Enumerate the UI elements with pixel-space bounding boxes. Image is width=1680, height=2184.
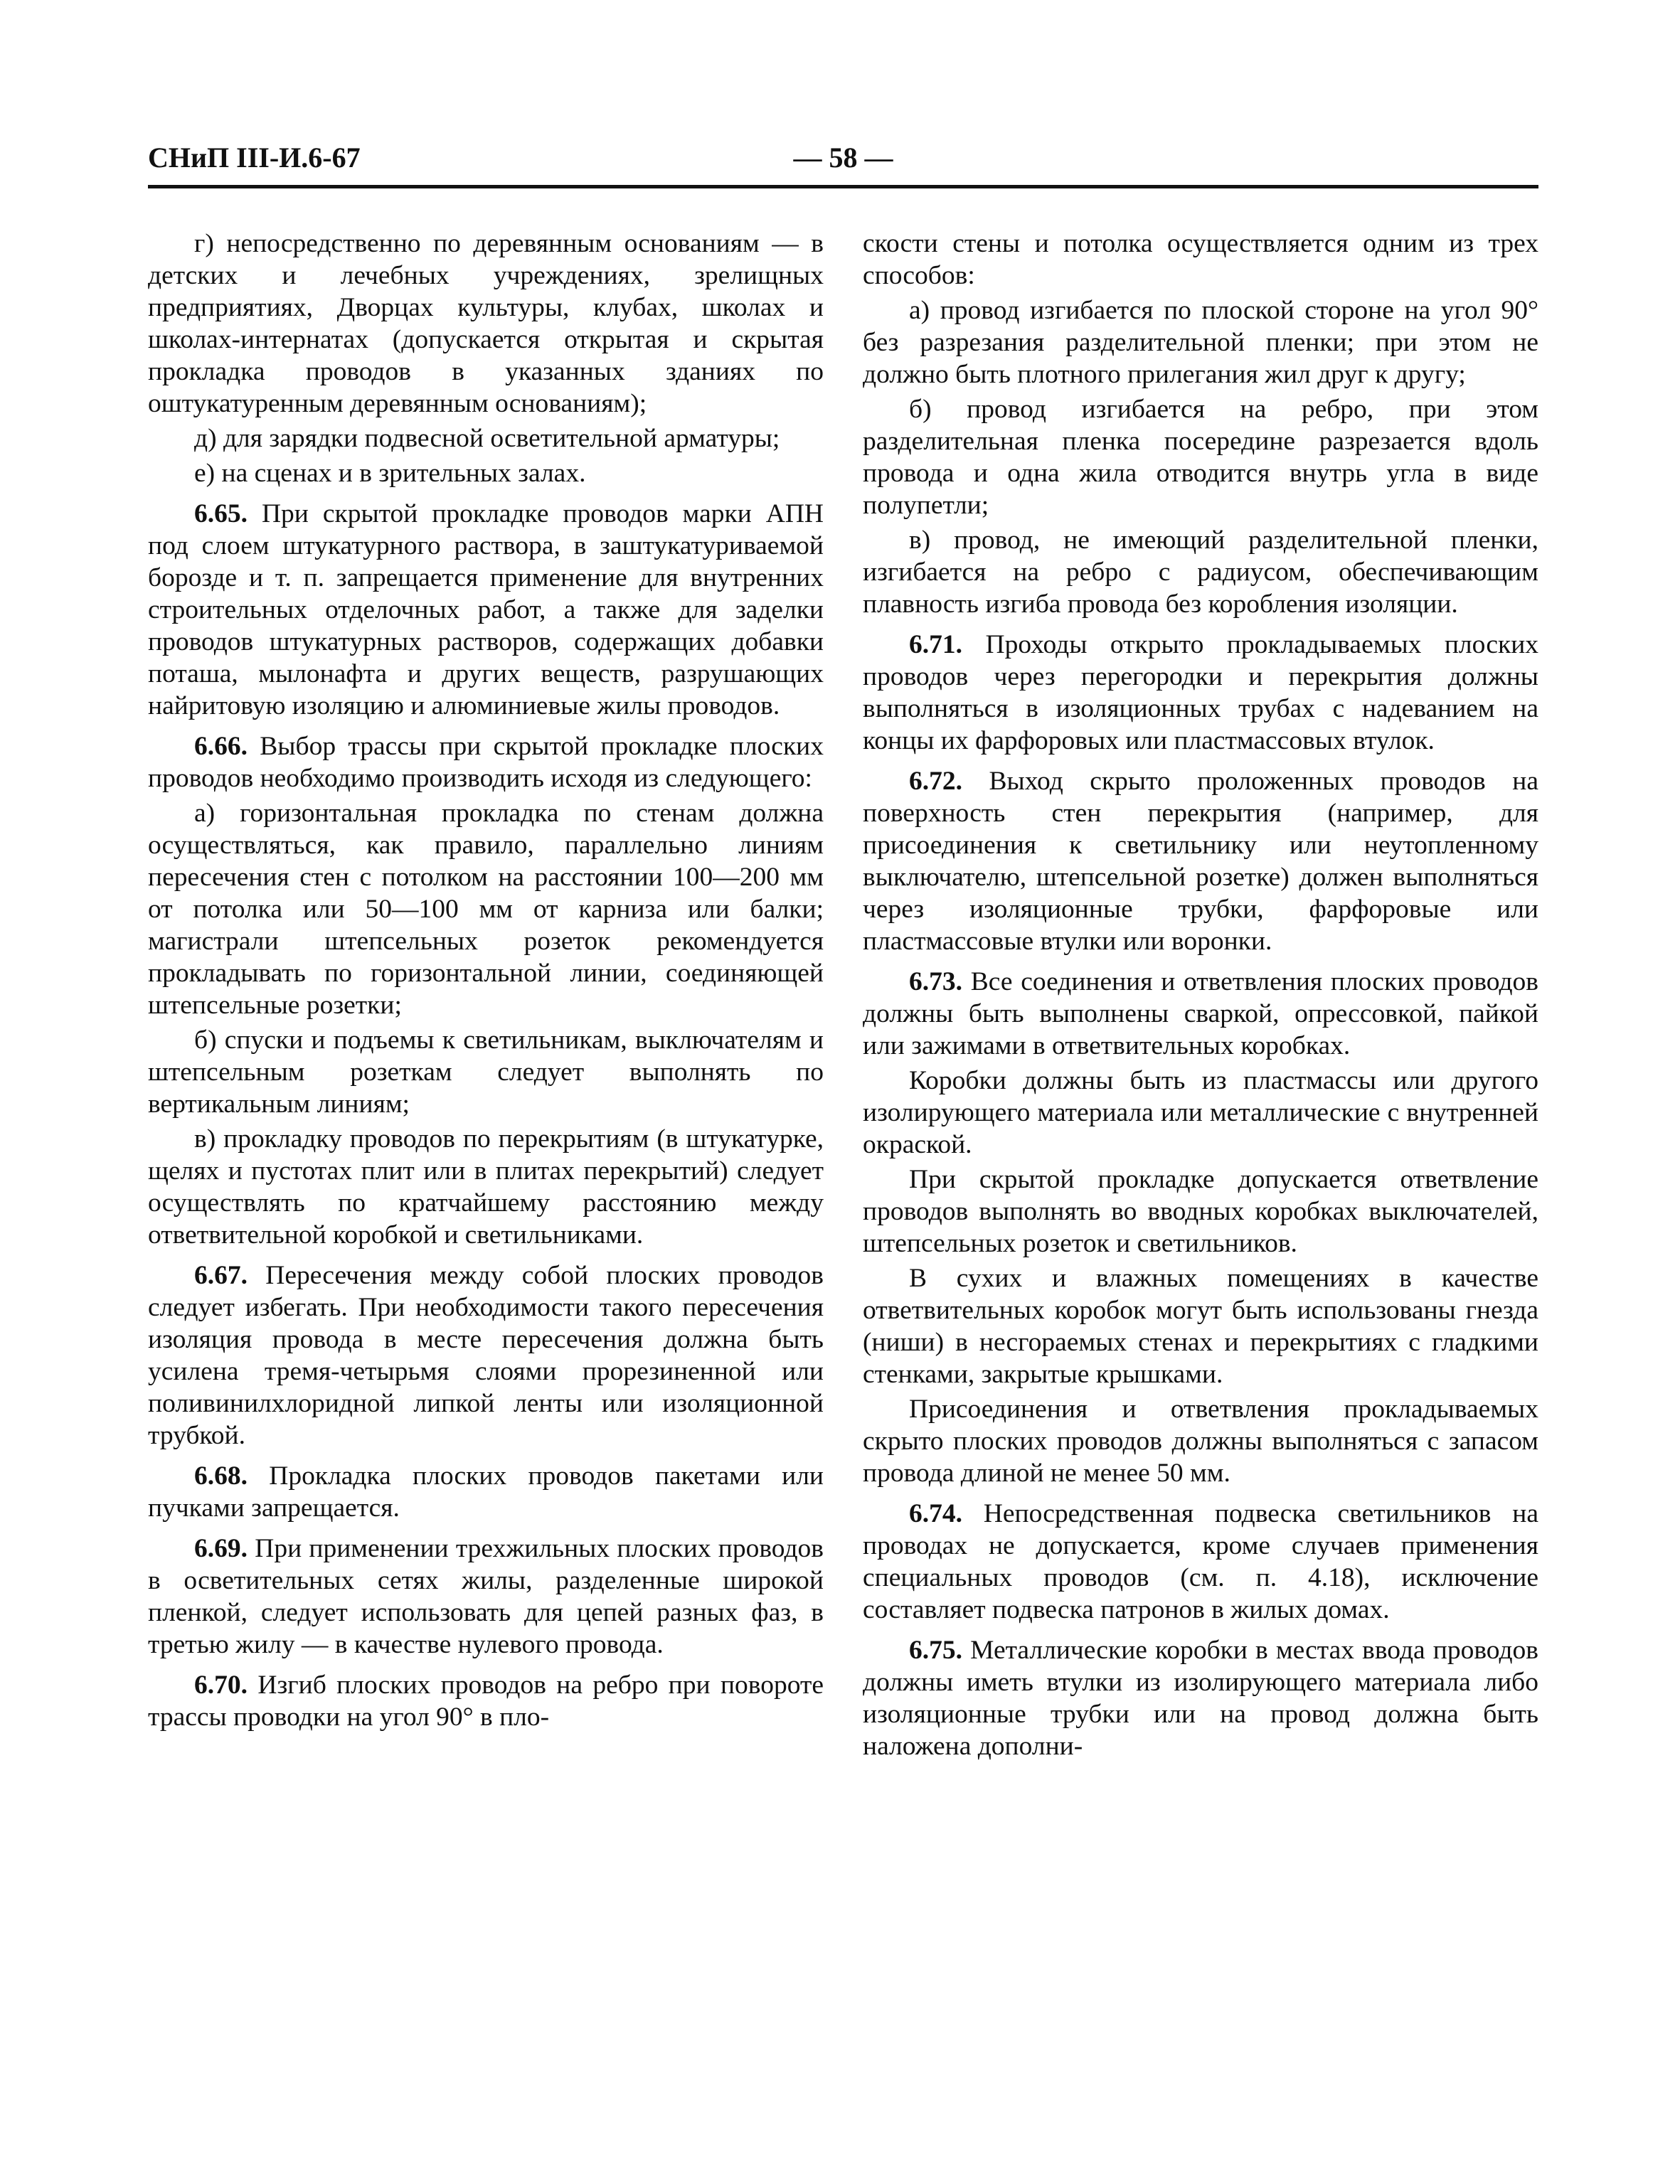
paragraph-text: Изгиб плоских проводов на ребро при повороте трассы проводки на угол 90° в пло- xyxy=(148,1671,824,1732)
paragraph-text: При скрытой прокладке проводов марки АПН под слоем штукатурного раствора, в заштукатуриваемой борозде и т. п. запрещается применение для внутренних строительных отделочных работ, а также для заделки проводов штукатурных растворов, содержащих добавки поташа, мылонафта и других веществ, разрушающих найритовую изоляцию и алюминиевые жилы проводов. xyxy=(148,499,824,720)
paragraph-text: В сухих и влажных помещениях в качестве ответвительных коробок могут быть использованы гнезда (ниши) в несгораемых стенах и перекрытиях с гладкими стенками, закрытые крышками. xyxy=(863,1264,1538,1389)
clause-number: 6.65. xyxy=(194,499,248,528)
paragraph xyxy=(148,730,824,794)
paragraph xyxy=(148,457,824,489)
paragraph-text: д) для зарядки подвесной осветительной арматуры; xyxy=(194,424,780,453)
clause-number: 6.74. xyxy=(909,1499,962,1528)
paragraph-text: б) спуски и подъемы к светильникам, выключателям и штепсельным розеткам следует выполнять по вертикальным линиям; xyxy=(148,1026,824,1119)
left-column xyxy=(148,228,824,2134)
clause-number: 6.68. xyxy=(194,1461,248,1491)
paragraph-text: в) прокладку проводов по перекрытиям (в штукатурке, щелях и пустотах плит или в плитах перекрытий) следует осуществлять по кратчайшему расстоянию между ответвительной коробкой и светильниками. xyxy=(148,1124,824,1250)
paragraph xyxy=(863,1065,1538,1161)
paragraph xyxy=(863,1393,1538,1489)
paragraph xyxy=(863,228,1538,292)
header-rule xyxy=(148,185,1538,188)
clause-number: 6.69. xyxy=(194,1534,248,1563)
paragraph xyxy=(863,629,1538,757)
paragraph-text: Все соединения и ответвления плоских проводов должны быть выполнены сваркой, опрессовкой, пайкой или зажимами в ответвительных коробках. xyxy=(863,967,1538,1060)
paragraph-text: Металлические коробки в местах ввода проводов должны иметь втулки из изолирующего материала либо изоляционные трубки или на провод должна быть наложена дополни- xyxy=(863,1636,1538,1761)
paragraph xyxy=(863,524,1538,620)
paragraph xyxy=(863,1163,1538,1259)
paragraph-text: б) провод изгибается на ребро, при этом разделительная пленка посередине разрезается вдоль провода и одна жила отводится внутрь угла в виде полупетли; xyxy=(863,395,1538,520)
paragraph xyxy=(148,498,824,722)
clause-number: 6.73. xyxy=(909,967,962,996)
clause-number: 6.75. xyxy=(909,1636,962,1665)
paragraph-text: Пересечения между собой плоских проводов следует избегать. При необходимости такого пересечения изоляция провода в месте пересечения должна быть усилена тремя-четырьмя слоями прорезиненной или поливинилхлоридной липкой ленты или изоляционной трубкой. xyxy=(148,1261,824,1450)
paragraph xyxy=(863,294,1538,390)
paragraph-text: Выход скрыто проложенных проводов на поверхность стен перекрытия (например, для присоединения к светильнику или неутопленному выключателю, штепсельной розетке) должен выполняться через изоляционные трубки, фарфоровые или пластмассовые втулки или воронки. xyxy=(863,767,1538,956)
paragraph-text: скости стены и потолка осуществляется одним из трех способов: xyxy=(863,229,1538,290)
paragraph xyxy=(148,1259,824,1451)
paragraph xyxy=(148,1669,824,1733)
paragraph-text: Непосредственная подвеска светильников на проводах не допускается, кроме случаев применения специальных проводов (см. п. 4.18), исключение составляет подвеска патронов в жилых домах. xyxy=(863,1499,1538,1624)
right-column xyxy=(863,228,1538,2134)
paragraph xyxy=(863,1634,1538,1762)
paragraph xyxy=(148,422,824,454)
document-code: СНиП III-И.6-67 xyxy=(148,142,361,174)
paragraph-text: а) горизонтальная прокладка по стенам должна осуществляться, как правило, параллельно линиям пересечения стен с потолком на расстоянии 100—200 мм от потолка или 50—100 мм от карниза или балки; магистрали штепсельных розеток рекомендуется прокладывать по горизонтальной линии, соединяющей штепсельные розетки; xyxy=(148,799,824,1020)
page-header xyxy=(148,141,1538,183)
paragraph-text: Прокладка плоских проводов пакетами или пучками запрещается. xyxy=(148,1461,824,1523)
paragraph-text: Проходы открыто прокладываемых плоских проводов через перегородки и перекрытия должны выполняться в изоляционных трубах с надеванием на концы их фарфоровых или пластмассовых втулок. xyxy=(863,630,1538,755)
paragraph xyxy=(148,1533,824,1661)
paragraph xyxy=(148,1024,824,1120)
paragraph-text: в) провод, не имеющий разделительной пленки, изгибается на ребро с радиусом, обеспечивающим плавность изгиба провода без коробления изоляции. xyxy=(863,526,1538,619)
paragraph xyxy=(863,966,1538,1062)
paragraph xyxy=(148,1460,824,1524)
clause-number: 6.67. xyxy=(194,1261,248,1290)
clause-number: 6.66. xyxy=(194,732,248,761)
paragraph xyxy=(863,765,1538,957)
paragraph xyxy=(148,797,824,1021)
paragraph-text: а) провод изгибается по плоской стороне на угол 90° без разрезания разделительной пленки; при этом не должно быть плотного прилегания жил друг к другу; xyxy=(863,296,1538,389)
paragraph-text: Присоединения и ответвления прокладываемых скрыто плоских проводов должны выполняться с запасом провода длиной не менее 50 мм. xyxy=(863,1395,1538,1488)
paragraph-text: Коробки должны быть из пластмассы или другого изолирующего материала или металлические с внутренней окраской. xyxy=(863,1066,1538,1159)
paragraph xyxy=(863,393,1538,521)
clause-number: 6.71. xyxy=(909,630,962,659)
paragraph xyxy=(148,1123,824,1251)
page-number: — 58 — xyxy=(793,142,893,174)
clause-number: 6.72. xyxy=(909,767,962,796)
paragraph-text: е) на сценах и в зрительных залах. xyxy=(194,459,586,488)
paragraph xyxy=(863,1498,1538,1626)
paragraph xyxy=(863,1262,1538,1390)
paragraph-text: При применении трехжильных плоских проводов в осветительных сетях жилы, разделенные широкой пленкой, следует использовать для цепей разных фаз, в третью жилу — в качестве нулевого провода. xyxy=(148,1534,824,1659)
paragraph xyxy=(148,228,824,420)
paragraph-text: г) непосредственно по деревянным основаниям — в детских и лечебных учреждениях, зрелищных предприятиях, Дворцах культуры, клубах, школах и школах-интернатах (допускается открытая и скрытая прокладка проводов в указанных зданиях по оштукатуренным деревянным основаниям); xyxy=(148,229,824,418)
paragraph-text: При скрытой прокладке допускается ответвление проводов выполнять во вводных коробках выключателей, штепсельных розеток и светильников. xyxy=(863,1165,1538,1258)
paragraph-text: Выбор трассы при скрытой прокладке плоских проводов необходимо производить исходя из следующего: xyxy=(148,732,824,793)
clause-number: 6.70. xyxy=(194,1671,248,1700)
